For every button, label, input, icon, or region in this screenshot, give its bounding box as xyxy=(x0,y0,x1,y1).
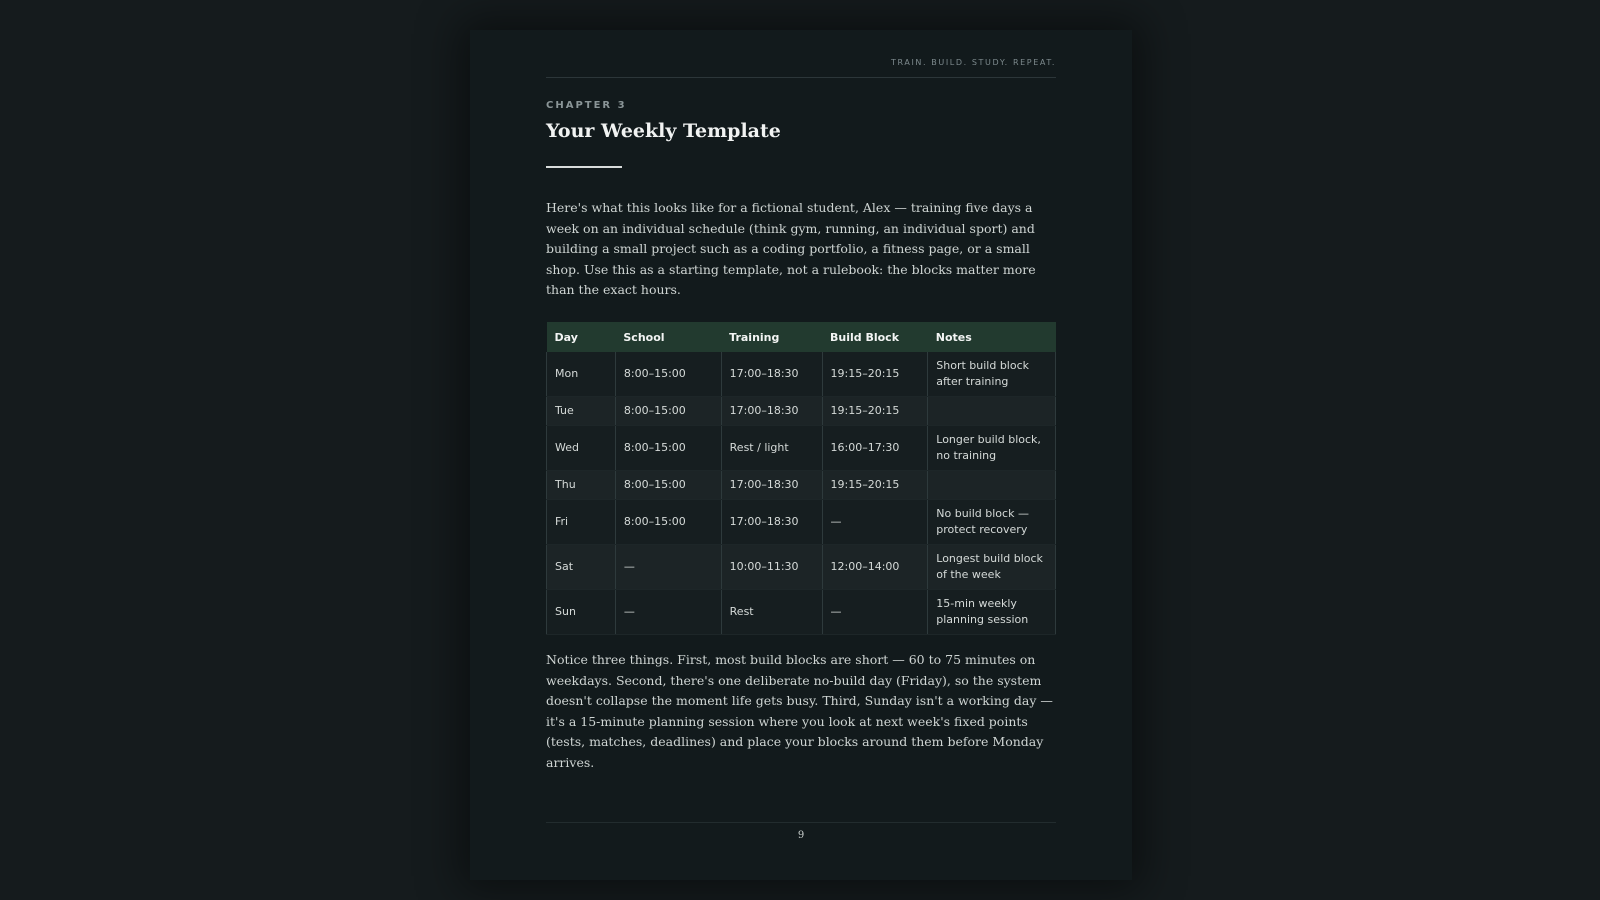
outro-paragraph: Notice three things. First, most build blocks are short — 60 to 75 minutes on weekdays. Second, there's one deliberate no-build day (Friday), so the system doesn't collapse the moment life gets busy. Third, Sunday isn't a working day — it's a 15-minute planning session where you look at next week's fixed points (tests, matches, deadlines) and place your blocks around them before Monday arrives. xyxy=(546,652,1053,770)
footer-divider xyxy=(546,822,1056,823)
cell-notes xyxy=(928,397,1056,426)
table-row xyxy=(547,471,1056,500)
cell-school: — xyxy=(615,545,721,590)
chapter-title: Your Weekly Template xyxy=(546,120,781,142)
cell-training: 10:00–11:30 xyxy=(721,545,822,590)
cell-build-block: 12:00–14:00 xyxy=(822,545,928,590)
table-row xyxy=(547,397,1056,426)
intro-paragraph: Here's what this looks like for a fictional student, Alex — training five days a week on an individual schedule (think gym, running, an individual sport) and building a small project such as a coding portfolio, a fitness page, or a small shop. Use this as a starting template, not a rulebook: the blocks matter more than the exact hours. xyxy=(546,200,1036,298)
cell-school: 8:00–15:00 xyxy=(615,352,721,397)
column-header-school: School xyxy=(615,322,721,352)
cell-day: Mon xyxy=(547,352,616,397)
table-header-row xyxy=(547,322,1056,352)
chapter-label: CHAPTER 3 xyxy=(546,100,627,111)
cell-build-block: 16:00–17:30 xyxy=(822,426,928,471)
cell-school: 8:00–15:00 xyxy=(615,471,721,500)
table-row xyxy=(547,500,1056,545)
weekly-schedule-table xyxy=(546,322,1056,635)
cell-training: Rest xyxy=(721,590,822,635)
book-page xyxy=(470,30,1132,880)
cell-school: 8:00–15:00 xyxy=(615,397,721,426)
table-row xyxy=(547,426,1056,471)
cell-notes: Longer build block, no training xyxy=(928,426,1056,471)
cell-build-block: — xyxy=(822,500,928,545)
header-divider xyxy=(546,77,1056,78)
cell-notes: Short build block after training xyxy=(928,352,1056,397)
table-row xyxy=(547,545,1056,590)
cell-build-block: 19:15–20:15 xyxy=(822,352,928,397)
cell-build-block: — xyxy=(822,590,928,635)
cell-build-block: 19:15–20:15 xyxy=(822,471,928,500)
cell-training: 17:00–18:30 xyxy=(721,500,822,545)
cell-training: 17:00–18:30 xyxy=(721,397,822,426)
cell-training: 17:00–18:30 xyxy=(721,471,822,500)
cell-build-block: 19:15–20:15 xyxy=(822,397,928,426)
cell-training: Rest / light xyxy=(721,426,822,471)
table-row xyxy=(547,352,1056,397)
cell-notes: No build block — protect recovery xyxy=(928,500,1056,545)
cell-notes xyxy=(928,471,1056,500)
column-header-training: Training xyxy=(721,322,822,352)
cell-day: Sun xyxy=(547,590,616,635)
table-row xyxy=(547,590,1056,635)
cell-school: — xyxy=(615,590,721,635)
title-underline xyxy=(546,166,622,168)
cell-school: 8:00–15:00 xyxy=(615,426,721,471)
cell-day: Tue xyxy=(547,397,616,426)
cell-day: Fri xyxy=(547,500,616,545)
cell-notes: Longest build block of the week xyxy=(928,545,1056,590)
column-header-day: Day xyxy=(547,322,616,352)
cell-notes: 15-min weekly planning session xyxy=(928,590,1056,635)
running-header: TRAIN. BUILD. STUDY. REPEAT. xyxy=(891,58,1056,67)
column-header-notes: Notes xyxy=(928,322,1056,352)
cell-day: Thu xyxy=(547,471,616,500)
cell-school: 8:00–15:00 xyxy=(615,500,721,545)
column-header-build-block: Build Block xyxy=(822,322,928,352)
cell-training: 17:00–18:30 xyxy=(721,352,822,397)
page-number: 9 xyxy=(797,830,805,841)
cell-day: Wed xyxy=(547,426,616,471)
cell-day: Sat xyxy=(547,545,616,590)
